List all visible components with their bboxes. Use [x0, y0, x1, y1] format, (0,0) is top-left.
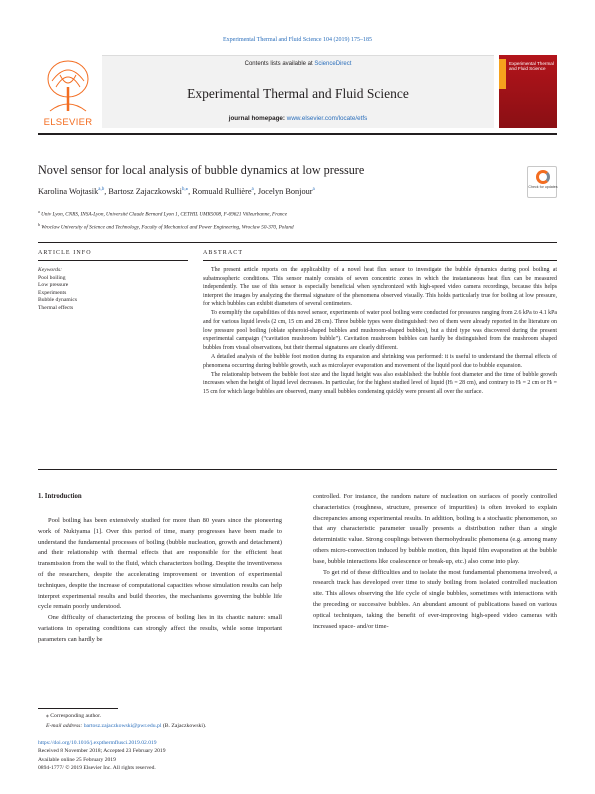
keyword-item: Experiments	[38, 289, 67, 296]
author-affiliation-marker[interactable]: a	[251, 187, 254, 192]
body-paragraph: Pool boiling has been extensively studied for more than 80 years since the pioneering work of Nukiyama [1]. Over this period of time, many progresses have been made to understand the fundamental processes of boiling (bubble nucleation, growth and detachment) and their relationship with thermal effects that are responsible for the efficient heat transmission from the wall to the fluid, which characterizes boiling. Despite the inventiveness of the researchers, despite the accelerating improvement or invention of experimental techniques, despite the increase of computational capacities whose simulation results can help interpret experimental results and build theories, the mechanisms governing the bubble life cycle remain poorly understood.	[38, 517, 282, 611]
body-paragraph: To get rid of these difficulties and to isolate the most fundamental phenomena involved, a research track has developed over time to study boiling from isolated controlled nucleation site. This allows observing the life cycle of single bubbles, sometimes with interactions with the preceding or successive bubbles. An abundant amount of publications based on various optical techniques, taking the benefit of ever-improving high-speed video cameras with increased space- and/or time-	[313, 568, 557, 630]
keyword-item: Low pressure	[38, 282, 69, 288]
keyword-item: Bubble dynamics	[38, 297, 77, 303]
author-name[interactable]: Jocelyn Bonjour	[257, 186, 313, 196]
abstract-heading: ABSTRACT	[203, 250, 244, 256]
author-affiliation-marker[interactable]: a	[312, 187, 315, 192]
contents-prefix: Contents lists available at	[244, 61, 315, 67]
email-suffix: (B. Zajaczkowski).	[161, 723, 207, 729]
masthead-divider	[38, 133, 557, 135]
abstract-paragraph: A detailed analysis of the bubble foot motion during its expansion and shrinking was performed: it is useful to understand the thermal effects of phenomena occurring during bubble growth, such as microlayer evaporation and movement of the liquid pool due to bubble expansion.	[203, 353, 557, 369]
journal-masthead	[38, 55, 557, 128]
article-info-heading: ARTICLE INFO	[38, 250, 92, 256]
check-updates-icon	[536, 170, 550, 184]
abstract-rule	[203, 260, 557, 261]
journal-homepage	[102, 115, 494, 122]
corresponding-author-footnote	[46, 711, 206, 731]
sciencedirect-link[interactable]: ScienceDirect	[314, 61, 352, 67]
affiliation-marker: b	[38, 221, 40, 227]
check-for-updates-button[interactable]	[527, 166, 557, 198]
body-column-right	[313, 492, 557, 632]
email-label: E-mail address:	[46, 723, 84, 729]
author-name[interactable]: Karolina Wojtasik	[38, 186, 99, 196]
cover-band	[499, 59, 506, 89]
abstract-body	[203, 266, 557, 396]
body-paragraph: One difficulty of characterizing the process of boiling lies in its chaotic nature: small variations in operating conditions can strongly affect the results, while some important parameters can hardly be	[38, 614, 282, 643]
journal-reference[interactable]: Experimental Thermal and Fluid Science 104 (2019) 175–185	[222, 37, 373, 43]
author-affiliation-marker[interactable]: a,b	[98, 187, 105, 192]
author-list: Karolina Wojtasik$^{a,b}$, Bartosz Zajaczkowski$^{b,⁎}$, Romuald Rullière$^a$, Jocelyn Bonjour$^a$	[38, 186, 315, 196]
abstract-paragraph: To exemplify the capabilities of this novel sensor, experiments of water pool boiling were conducted for pressures ranging from 2.6 kPa to 4.1 kPa and for various liquid levels (2 cm, 15 cm and 28 cm). Three bubble types were distinguished: two of them were already reported in the literature on low pressure pool boiling (oblate spheroid-shaped bubbles and mushroom-shaped bubbles), but a third type was discovered during the present experimental campaign (“cavitation mushroom bubble”). Cavitation mushroom bubbles can hardly be distinguished from the mushroom shaped bubbles from visual observations, but their thermal signatures are clearly different.	[203, 310, 557, 351]
publisher-name: ELSEVIER	[43, 117, 93, 128]
author-name[interactable]: Romuald Rullière	[192, 186, 252, 196]
abstract-paragraph: The relationship between the bubble foot size and the liquid height was also established: the bubble foot diameter and the time of bubble growth increases when the height of liquid level decreases. In particular, for the highest studied level of liquid (Hₗ = 28 cm), and contrary to Hₗ = 2 cm or Hₗ = 15 cm for which large bubbles are observed, many small bubbles condensing quickly were present all over the surface.	[203, 371, 557, 395]
article-info-rule	[38, 260, 188, 261]
abstract-paragraph: The present article reports on the applicability of a novel heat flux sensor to investigate the bubble dynamics during pool boiling at subatmospheric conditions. This sensor mainly consists of seven concentric zones in which the instantaneous heat flux can be measured independently. The use of this sensor is especially beneficial when synchronized with high-speed video camera recordings, because this helps interpret the images by analyzing the thermal signature of the phenomena observed visually. This holds particularly true for boiling at low pressure, for which bubbles can exhibit diameters of several centimeters.	[203, 267, 557, 308]
copyright-notice: 0894-1777/ © 2019 Elsevier Inc. All rights reserved.	[38, 765, 156, 772]
header-divider	[38, 242, 557, 243]
article-metadata	[38, 739, 166, 773]
elsevier-logo	[38, 55, 98, 128]
affiliations	[38, 207, 294, 232]
body-paragraph: controlled. For instance, the random nature of nucleation on surfaces of poorly controlled characteristics (roughness, structure, presence of impurities) is often invoked to explain discrepancies among experimental results. In addition, boiling is a stochastic phenomenon, so that any characteristic parameter usually presents a distribution rather than a single deterministic value. Strong couplings between thermohydraulic phenomena (e.g. among many others micro-convection induced by bubble motion, thin liquid film evaporation at the bubble base, bubble interactions like coalescence or break-up, etc.) also come into play.	[313, 493, 557, 565]
affiliation-item	[38, 207, 294, 220]
doi-link[interactable]: https://doi.org/10.1016/j.expthermflusci.2019.02.019	[38, 740, 157, 746]
contents-availability	[102, 61, 494, 67]
keywords-block	[38, 267, 77, 312]
cover-title: Experimental Thermal and Fluid Science	[509, 61, 554, 72]
journal-header-panel	[102, 55, 494, 128]
affiliation-item	[38, 220, 294, 233]
check-updates-label: Check for updates	[528, 185, 558, 189]
footnote-divider	[38, 708, 118, 709]
online-date: Available online 25 February 2019	[38, 756, 116, 763]
homepage-label: journal homepage:	[228, 115, 287, 122]
keyword-item: Pool boiling	[38, 274, 66, 281]
keywords-label: Keywords:	[38, 267, 63, 273]
corresponding-author-label: ⁎ Corresponding author.	[46, 713, 102, 719]
section-heading-introduction: 1. Introduction	[38, 493, 82, 500]
abstract-bottom-divider	[38, 469, 557, 470]
elsevier-tree-icon	[44, 57, 92, 113]
affiliation-marker: a	[38, 209, 40, 214]
affiliation-text: Wroclaw University of Science and Technology, Faculty of Mechanical and Power Engineering, Wroclaw 50-370, Poland	[41, 224, 294, 231]
email-line	[46, 721, 206, 731]
author-name[interactable]: Bartosz Zajaczkowski	[108, 186, 182, 196]
body-column-left	[38, 516, 282, 646]
affiliation-text: Univ Lyon, CNRS, INSA-Lyon, Université Claude Bernard Lyon 1, CETHIL UMR5008, F-69621 Villeurbanne, France	[41, 211, 288, 218]
keyword-item: Thermal effects	[38, 304, 74, 311]
journal-title: Experimental Thermal and Fluid Science	[187, 86, 409, 101]
author-email-link[interactable]: bartosz.zajaczkowski@pwr.edu.pl	[83, 723, 162, 729]
journal-cover-image	[499, 55, 557, 128]
homepage-link[interactable]: www.elsevier.com/locate/etfs	[286, 115, 368, 122]
received-dates: Received 8 November 2018; Accepted 23 February 2019	[38, 748, 166, 755]
article-title: Novel sensor for local analysis of bubble dynamics at low pressure	[38, 163, 365, 177]
author-affiliation-marker[interactable]: b,⁎	[181, 187, 189, 192]
